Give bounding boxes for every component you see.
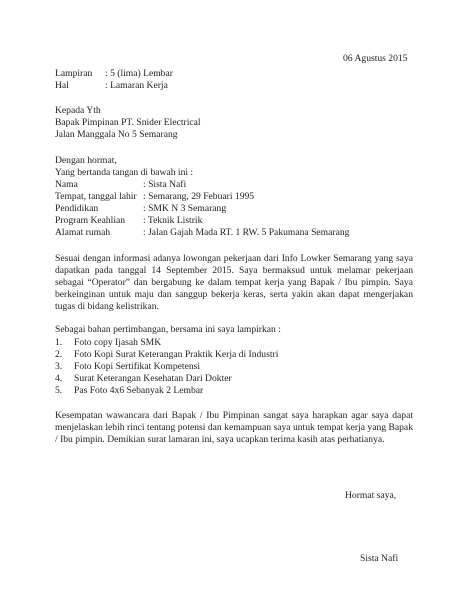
identity-value: : SMK N 3 Semarang bbox=[143, 203, 227, 214]
identity-label: Nama bbox=[55, 179, 78, 190]
identity-value: : Semarang, 29 Febuari 1995 bbox=[143, 191, 255, 202]
identity-label: Tempat, tanggal lahir bbox=[55, 191, 137, 202]
attachment-item bbox=[55, 385, 203, 397]
signature-name: Sista Nafi bbox=[360, 553, 399, 564]
identity-label: Program Keahlian bbox=[55, 215, 126, 226]
identity-value: : Sista Nafi bbox=[143, 179, 187, 190]
attachment-item bbox=[55, 361, 200, 373]
attachments-intro: Sebagai bahan pertimbangan, bersama ini saya lampirkan : bbox=[55, 324, 281, 335]
recipient-line-1: Kepada Yth bbox=[55, 105, 101, 116]
closing: Hormat saya, bbox=[345, 490, 397, 501]
meta-label: Hal bbox=[55, 80, 69, 91]
attachment-item bbox=[55, 349, 278, 361]
intro-line: Yang bertanda tangan di bawah ini : bbox=[55, 167, 194, 178]
identity-row bbox=[55, 203, 226, 215]
recipient-line-3: Jalan Manggala No 5 Semarang bbox=[55, 129, 178, 140]
attachment-number: 4. bbox=[55, 373, 63, 384]
attachment-number: 5. bbox=[55, 385, 63, 396]
identity-label: Pendidikan bbox=[55, 203, 99, 214]
attachment-text: Surat Keterangan Kesehatan Dari Dokter bbox=[74, 373, 232, 384]
attachment-text: Foto Kopi Sertifikat Kompetensi bbox=[74, 361, 201, 372]
identity-row bbox=[55, 215, 202, 227]
attachment-text: Pas Foto 4x6 Sebanyak 2 Lembar bbox=[74, 385, 204, 396]
identity-value: : Jalan Gajah Mada RT. 1 RW. 5 Pakumana Semarang bbox=[143, 227, 350, 238]
attachment-number: 3. bbox=[55, 361, 63, 372]
identity-row bbox=[55, 227, 349, 239]
body-paragraph-2: Kesempatan wawancara dari Bapak / Ibu Pimpinan sangat saya harapkan agar saya dapat menjelaskan lebih rinci tentang potensi dan kemampuan saya untuk tempat kerja yang Bapak / Ibu pimpin. Demikian surat lamaran ini, saya ucapkan terima kasih atas perhatianya. bbox=[55, 410, 413, 445]
identity-row bbox=[55, 179, 186, 191]
attachment-item bbox=[55, 373, 232, 385]
greeting: Dengan hormat, bbox=[55, 155, 117, 166]
attachment-number: 1. bbox=[55, 337, 63, 348]
attachment-text: Foto Kopi Surat Keterangan Praktik Kerja di Industri bbox=[74, 349, 279, 360]
identity-label: Alamat rumah bbox=[55, 227, 111, 238]
meta-lampiran bbox=[55, 68, 173, 80]
meta-value: : 5 (lima) Lembar bbox=[105, 68, 173, 79]
identity-row bbox=[55, 191, 254, 203]
letter-date: 06 Agustus 2015 bbox=[343, 53, 408, 64]
attachment-item bbox=[55, 337, 161, 349]
attachment-number: 2. bbox=[55, 349, 63, 360]
meta-label: Lampiran bbox=[55, 68, 93, 79]
attachment-text: Foto copy Ijasah SMK bbox=[74, 337, 162, 348]
meta-hal bbox=[55, 80, 168, 92]
meta-value: : Lamaran Kerja bbox=[105, 80, 168, 91]
recipient-line-2: Bapak Pimpinan PT. Snider Electrical bbox=[55, 117, 201, 128]
identity-value: : Teknik Listrik bbox=[143, 215, 203, 226]
body-paragraph-1: Sesuai dengan informasi adanya lowongan pekerjaan dari Info Lowker Semarang yang saya dapatkan pada tanggal 14 September 2015. Saya bermaksud untuk melamar pekerjaan sebagai “Operator” dan bergabung ke dalam tempat kerja yang Bapak / Ibu pimpin. Saya berkeinginan untuk maju dan sanggup bekerja keras, serta yakin akan dapat mengerjakan tugas di bidang kelistrikan. bbox=[55, 253, 413, 312]
